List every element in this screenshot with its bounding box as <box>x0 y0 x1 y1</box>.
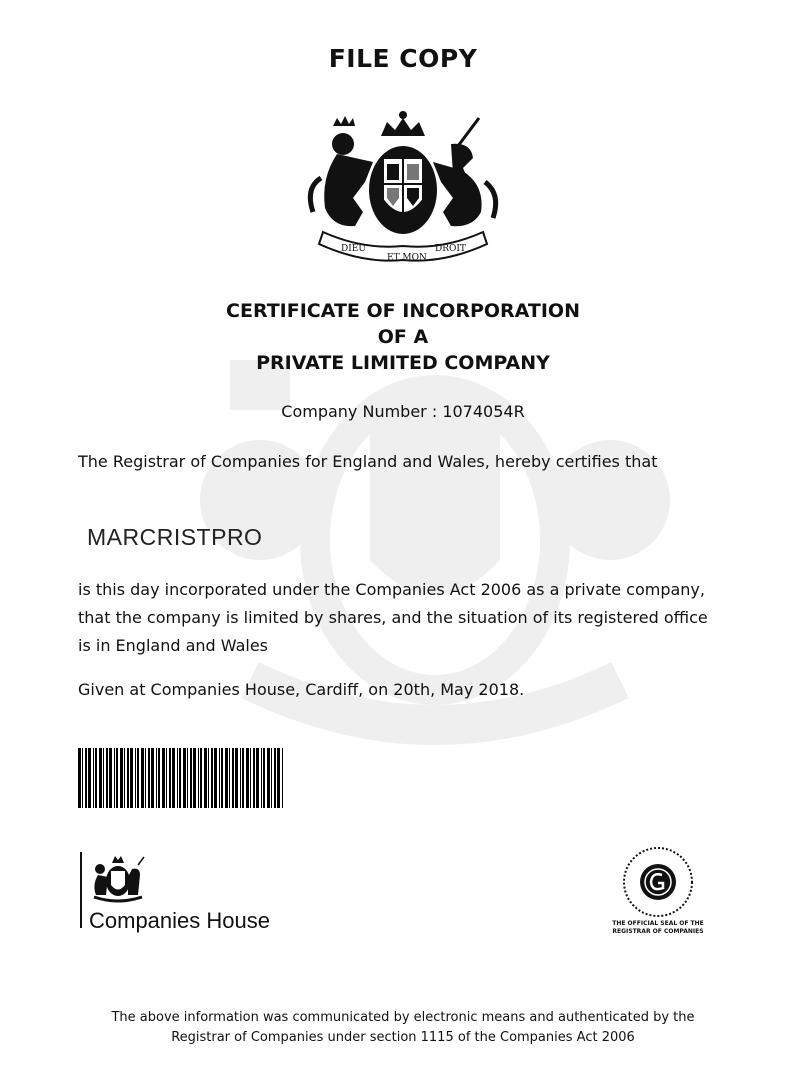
barcode-bar <box>78 748 81 808</box>
barcode-bar <box>190 748 192 808</box>
barcode-bar <box>135 748 136 808</box>
barcode-bar <box>219 748 220 808</box>
companies-house-logo-text: Companies House <box>89 908 270 933</box>
barcode-bar <box>137 748 139 808</box>
company-number: Company Number : 1074054R <box>281 402 525 421</box>
barcode-bar <box>242 748 244 808</box>
barcode-bar <box>103 748 104 808</box>
barcode-bar <box>148 748 150 808</box>
barcode-bar <box>246 748 249 808</box>
barcode-bar <box>240 748 241 808</box>
barcode-bar <box>261 748 262 808</box>
barcode-bar <box>95 748 97 808</box>
barcode-bar <box>124 748 125 808</box>
barcode-bar <box>214 748 217 808</box>
certificate-title-line: PRIVATE LIMITED COMPANY <box>256 352 550 374</box>
motto-bottom: ET MON <box>387 253 427 263</box>
barcode-bar <box>183 748 186 808</box>
company-name: MARCRISTPRO <box>87 524 263 550</box>
motto-left: DIEU <box>341 244 366 254</box>
barcode-bar <box>88 748 91 808</box>
barcode-bar <box>99 748 102 808</box>
motto-right: DROIT <box>435 244 466 254</box>
barcode-bar <box>179 748 181 808</box>
barcode-bar <box>256 748 259 808</box>
barcode-bar <box>267 748 270 808</box>
barcode-bar <box>141 748 144 808</box>
footer-line: The above information was communicated by electronic means and authenticated by the <box>111 1010 695 1025</box>
barcode-bar <box>187 748 188 808</box>
barcode-bar <box>253 748 255 808</box>
barcode-bar <box>130 748 133 808</box>
barcode <box>78 748 286 808</box>
barcode-bar <box>169 748 171 808</box>
registrar-seal-icon <box>622 846 694 918</box>
barcode-bar <box>225 748 228 808</box>
barcode-bar <box>177 748 178 808</box>
royal-coat-of-arms-icon <box>303 108 503 268</box>
certificate-title <box>0 298 806 376</box>
barcode-bar <box>232 748 234 808</box>
barcode-bar <box>127 748 129 808</box>
barcode-bar <box>208 748 209 808</box>
barcode-bar <box>166 748 167 808</box>
certificate-title-line: OF A <box>377 326 429 348</box>
barcode-bar <box>85 748 87 808</box>
barcode-bar <box>274 748 276 808</box>
file-copy-heading: FILE COPY <box>328 44 478 73</box>
barcode-bar <box>204 748 207 808</box>
barcode-bar <box>211 748 213 808</box>
barcode-bar <box>82 748 83 808</box>
seal-caption: THE OFFICIAL SEAL OF THE REGISTRAR OF COMPANIES <box>612 920 704 935</box>
barcode-bar <box>109 748 112 808</box>
barcode-bar <box>198 748 199 808</box>
barcode-bar <box>116 748 118 808</box>
barcode-bar <box>172 748 175 808</box>
given-statement: Given at Companies House, Cardiff, on 20th, May 2018. <box>78 680 525 699</box>
barcode-bar <box>156 748 157 808</box>
barcode-bar <box>145 748 146 808</box>
barcode-bar <box>277 748 280 808</box>
footer-line: Registrar of Companies under section 1115 of the Companies Act 2006 <box>171 1030 635 1045</box>
incorporation-statement: is this day incorporated under the Companies Act 2006 as a private company, that the company is limited by shares, and the situation of its registered office is in England and Wales <box>78 580 708 655</box>
barcode-bar <box>235 748 238 808</box>
barcode-bar <box>193 748 196 808</box>
barcode-bar <box>93 748 94 808</box>
barcode-bar <box>271 748 272 808</box>
barcode-bar <box>151 748 154 808</box>
barcode-bar <box>229 748 230 808</box>
barcode-bar <box>282 748 283 808</box>
barcode-bar <box>200 748 202 808</box>
registrar-statement: The Registrar of Companies for England and Wales, hereby certifies that <box>78 452 658 471</box>
barcode-bar <box>114 748 115 808</box>
barcode-bar <box>106 748 108 808</box>
barcode-bar <box>221 748 223 808</box>
companies-house-crest-icon <box>88 853 148 903</box>
companies-house-divider <box>80 852 82 928</box>
barcode-bar <box>263 748 265 808</box>
authentication-footer <box>0 1008 806 1048</box>
barcode-bar <box>158 748 160 808</box>
barcode-bar <box>250 748 251 808</box>
barcode-bar <box>120 748 123 808</box>
barcode-bar <box>162 748 165 808</box>
certificate-title-line: CERTIFICATE OF INCORPORATION <box>226 300 580 322</box>
